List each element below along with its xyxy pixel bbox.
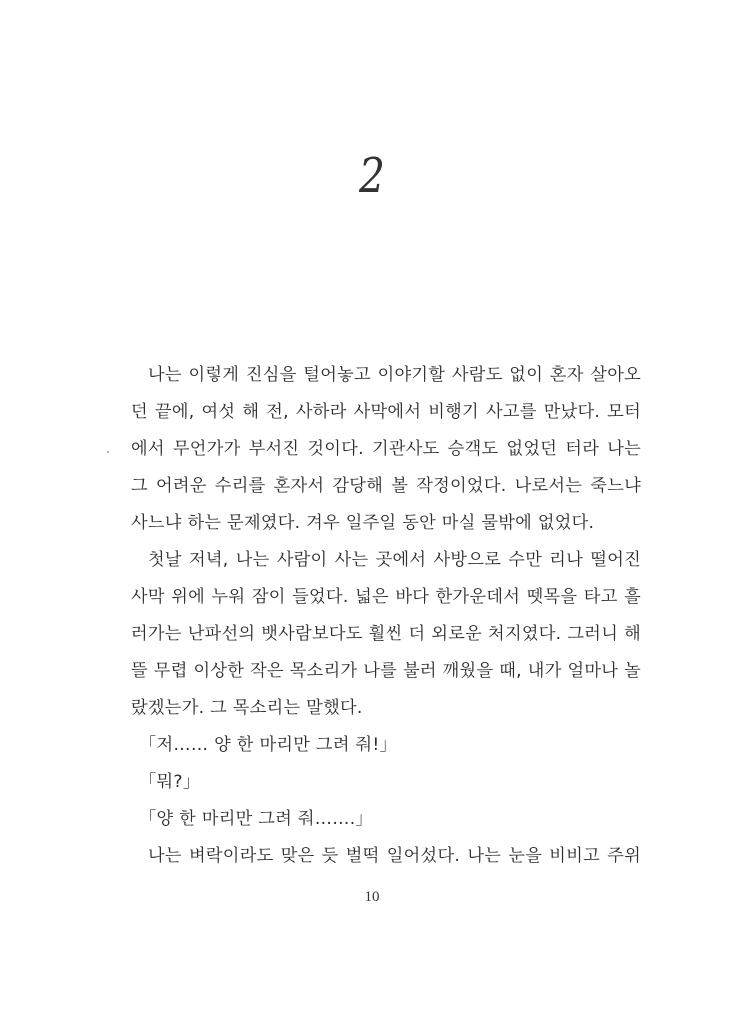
chapter-number: 2 bbox=[359, 148, 385, 204]
text-line: 사막 위에 누워 잠이 들었다. 넓은 바다 한가운데서 뗏목을 타고 흘 bbox=[131, 587, 641, 607]
dialogue-line: 「뭐?」 bbox=[139, 772, 201, 792]
text-line: 뜰 무렵 이상한 작은 목소리가 나를 불러 깨웠을 때, 내가 얼마나 놀 bbox=[131, 661, 641, 681]
text-line: 랐겠는가. 그 목소리는 말했다. bbox=[131, 698, 363, 718]
text-line: 그 어려운 수리를 혼자서 감당해 볼 작정이었다. 나로서는 죽느냐 bbox=[131, 476, 641, 496]
dialogue-line: 「저…… 양 한 마리만 그려 줘!」 bbox=[139, 735, 398, 755]
scan-speck bbox=[107, 451, 109, 453]
text-line: 나는 벼락이라도 맞은 듯 벌떡 일어섰다. 나는 눈을 비비고 주위 bbox=[148, 846, 641, 866]
text-line: 첫날 저녁, 나는 사람이 사는 곳에서 사방으로 수만 리나 떨어진 bbox=[148, 550, 641, 570]
text-line: 사느냐 하는 문제였다. 겨우 일주일 동안 마실 물밖에 없었다. bbox=[131, 513, 595, 533]
text-line: 에서 무언가가 부서진 것이다. 기관사도 승객도 없었던 터라 나는 bbox=[131, 439, 641, 459]
dialogue-line: 「양 한 마리만 그려 줘…….」 bbox=[139, 809, 373, 829]
text-line: 러가는 난파선의 뱃사람보다도 훨씬 더 외로운 처지였다. 그러니 해 bbox=[131, 624, 641, 644]
text-line: 나는 이렇게 진심을 털어놓고 이야기할 사람도 없이 혼자 살아오 bbox=[148, 365, 641, 385]
text-line: 던 끝에, 여섯 해 전, 사하라 사막에서 비행기 사고를 만났다. 모터 bbox=[131, 402, 641, 422]
body-text bbox=[131, 357, 641, 875]
page-number: 10 bbox=[364, 889, 380, 905]
